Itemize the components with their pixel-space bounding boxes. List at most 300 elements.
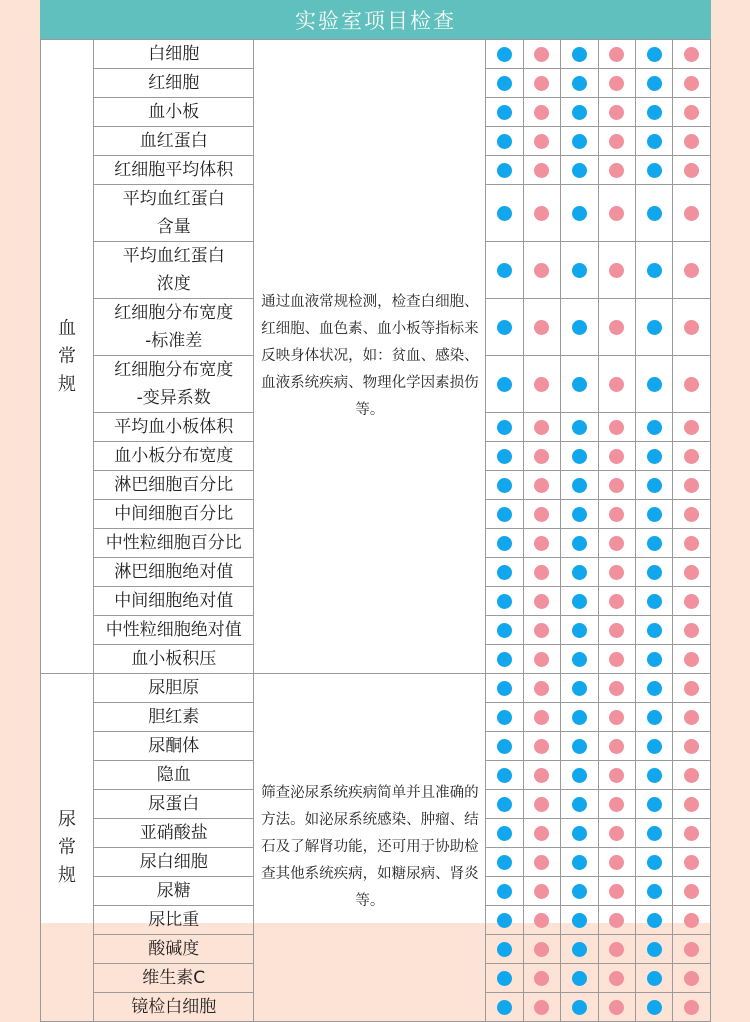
- item-name-cell: [94, 703, 254, 732]
- indicator-cell: [523, 645, 560, 674]
- indicator-cell: [673, 127, 711, 156]
- pink-dot-icon: [609, 507, 624, 522]
- indicator-cell: [598, 906, 635, 935]
- indicator-cell: [486, 848, 523, 877]
- indicator-cell: [673, 877, 711, 906]
- blue-dot-icon: [647, 478, 662, 493]
- indicator-cell: [561, 185, 598, 242]
- indicator-cell: [673, 587, 711, 616]
- blue-dot-icon: [647, 263, 662, 278]
- indicator-cell: [523, 185, 560, 242]
- pink-dot-icon: [684, 420, 699, 435]
- pink-dot-icon: [684, 449, 699, 464]
- indicator-cell: [636, 964, 673, 993]
- item-name: 平均血红蛋白: [122, 246, 225, 266]
- pink-dot-icon: [534, 507, 549, 522]
- pink-dot-icon: [684, 768, 699, 783]
- indicator-cell: [636, 819, 673, 848]
- blue-dot-icon: [572, 377, 587, 392]
- item-name: 血小板分布宽度: [114, 446, 234, 466]
- indicator-cell: [598, 156, 635, 185]
- item-name: 血小板积压: [131, 649, 217, 669]
- blue-dot-icon: [572, 739, 587, 754]
- pink-dot-icon: [534, 47, 549, 62]
- item-name-cell: [94, 732, 254, 761]
- pink-dot-icon: [534, 594, 549, 609]
- indicator-cell: [486, 703, 523, 732]
- pink-dot-icon: [684, 681, 699, 696]
- pink-dot-icon: [609, 536, 624, 551]
- indicator-cell: [561, 500, 598, 529]
- item-name-cell: [94, 877, 254, 906]
- item-name: 胆红素: [148, 707, 200, 727]
- item-name-cell: [94, 442, 254, 471]
- item-name: -变异系数: [136, 388, 211, 408]
- blue-dot-icon: [572, 1000, 587, 1015]
- pink-dot-icon: [609, 971, 624, 986]
- indicator-cell: [598, 848, 635, 877]
- blue-dot-icon: [647, 884, 662, 899]
- blue-dot-icon: [572, 768, 587, 783]
- item-name-cell: [94, 645, 254, 674]
- blue-dot-icon: [572, 681, 587, 696]
- blue-dot-icon: [647, 942, 662, 957]
- indicator-cell: [673, 616, 711, 645]
- pink-dot-icon: [684, 105, 699, 120]
- blue-dot-icon: [497, 971, 512, 986]
- indicator-cell: [598, 877, 635, 906]
- blue-dot-icon: [647, 681, 662, 696]
- indicator-cell: [523, 299, 560, 356]
- blue-dot-icon: [647, 913, 662, 928]
- blue-dot-icon: [647, 163, 662, 178]
- blue-dot-icon: [497, 913, 512, 928]
- indicator-cell: [561, 156, 598, 185]
- indicator-cell: [598, 185, 635, 242]
- blue-dot-icon: [647, 105, 662, 120]
- blue-dot-icon: [572, 105, 587, 120]
- indicator-cell: [598, 558, 635, 587]
- indicator-cell: [636, 848, 673, 877]
- pink-dot-icon: [609, 134, 624, 149]
- section-description: 通过血液常规检测，检查白细胞、红细胞、血色素、血小板等指标来反映身体状况，如：贫血、感染、血液系统疾病、物理化学因素损伤等。: [261, 294, 479, 418]
- blue-dot-icon: [647, 768, 662, 783]
- item-name: 红细胞分布宽度: [114, 360, 234, 380]
- indicator-cell: [598, 674, 635, 703]
- pink-dot-icon: [609, 478, 624, 493]
- blue-dot-icon: [647, 652, 662, 667]
- indicator-cell: [673, 242, 711, 299]
- pink-dot-icon: [684, 942, 699, 957]
- category-label: 常: [58, 836, 77, 858]
- indicator-cell: [523, 471, 560, 500]
- pink-dot-icon: [534, 420, 549, 435]
- pink-dot-icon: [684, 536, 699, 551]
- indicator-cell: [523, 877, 560, 906]
- item-name: 血红蛋白: [139, 131, 208, 151]
- blue-dot-icon: [647, 565, 662, 580]
- pink-dot-icon: [609, 449, 624, 464]
- indicator-cell: [523, 964, 560, 993]
- indicator-cell: [561, 935, 598, 964]
- item-name-cell: [94, 819, 254, 848]
- item-name: 酸碱度: [148, 939, 200, 959]
- blue-dot-icon: [572, 76, 587, 91]
- indicator-cell: [486, 98, 523, 127]
- indicator-cell: [673, 299, 711, 356]
- indicator-cell: [523, 732, 560, 761]
- pink-dot-icon: [684, 76, 699, 91]
- category-label: 常: [58, 345, 77, 367]
- indicator-cell: [598, 645, 635, 674]
- indicator-cell: [523, 906, 560, 935]
- indicator-cell: [523, 819, 560, 848]
- indicator-cell: [673, 442, 711, 471]
- indicator-cell: [561, 442, 598, 471]
- pink-dot-icon: [534, 913, 549, 928]
- blue-dot-icon: [497, 47, 512, 62]
- indicator-cell: [598, 471, 635, 500]
- blue-dot-icon: [497, 623, 512, 638]
- pink-dot-icon: [609, 163, 624, 178]
- indicator-cell: [636, 790, 673, 819]
- indicator-cell: [598, 40, 635, 69]
- indicator-cell: [673, 185, 711, 242]
- table-row: [41, 674, 711, 703]
- blue-dot-icon: [647, 536, 662, 551]
- blue-dot-icon: [647, 739, 662, 754]
- indicator-cell: [636, 761, 673, 790]
- indicator-cell: [486, 935, 523, 964]
- indicator-cell: [673, 356, 711, 413]
- indicator-cell: [636, 127, 673, 156]
- item-name: 浓度: [156, 274, 191, 294]
- indicator-cell: [523, 98, 560, 127]
- pink-dot-icon: [534, 105, 549, 120]
- blue-dot-icon: [497, 768, 512, 783]
- item-name: 红细胞分布宽度: [114, 303, 234, 323]
- indicator-cell: [523, 703, 560, 732]
- pink-dot-icon: [609, 320, 624, 335]
- pink-dot-icon: [534, 134, 549, 149]
- category-cell: [41, 40, 94, 674]
- indicator-cell: [673, 848, 711, 877]
- indicator-cell: [486, 674, 523, 703]
- indicator-cell: [486, 69, 523, 98]
- item-name: 尿白细胞: [139, 852, 208, 872]
- indicator-cell: [673, 761, 711, 790]
- blue-dot-icon: [572, 971, 587, 986]
- item-name: -标准差: [145, 331, 203, 351]
- indicator-cell: [561, 819, 598, 848]
- page-title: 实验室项目检查: [40, 0, 711, 39]
- indicator-cell: [636, 906, 673, 935]
- pink-dot-icon: [534, 681, 549, 696]
- indicator-cell: [673, 40, 711, 69]
- blue-dot-icon: [647, 855, 662, 870]
- indicator-cell: [561, 703, 598, 732]
- pink-dot-icon: [609, 913, 624, 928]
- description-cell: [254, 40, 486, 674]
- item-name-cell: [94, 761, 254, 790]
- item-name-cell: [94, 156, 254, 185]
- indicator-cell: [673, 156, 711, 185]
- pink-dot-icon: [609, 768, 624, 783]
- indicator-cell: [561, 98, 598, 127]
- indicator-cell: [636, 587, 673, 616]
- blue-dot-icon: [647, 449, 662, 464]
- pink-dot-icon: [534, 971, 549, 986]
- indicator-cell: [523, 587, 560, 616]
- indicator-cell: [636, 442, 673, 471]
- item-name: 淋巴细胞百分比: [114, 475, 234, 495]
- blue-dot-icon: [497, 797, 512, 812]
- pink-dot-icon: [684, 507, 699, 522]
- indicator-cell: [486, 761, 523, 790]
- item-name: 中间细胞百分比: [114, 504, 234, 524]
- item-name: 尿蛋白: [148, 794, 200, 814]
- pink-dot-icon: [534, 623, 549, 638]
- indicator-cell: [561, 761, 598, 790]
- item-name-cell: [94, 848, 254, 877]
- blue-dot-icon: [497, 826, 512, 841]
- indicator-cell: [486, 587, 523, 616]
- pink-dot-icon: [684, 855, 699, 870]
- pink-dot-icon: [684, 913, 699, 928]
- indicator-cell: [673, 500, 711, 529]
- indicator-cell: [523, 935, 560, 964]
- pink-dot-icon: [534, 320, 549, 335]
- item-name: 维生素C: [142, 968, 206, 988]
- indicator-cell: [673, 703, 711, 732]
- item-name: 镜检白细胞: [131, 997, 217, 1017]
- indicator-cell: [561, 848, 598, 877]
- indicator-cell: [486, 645, 523, 674]
- blue-dot-icon: [572, 884, 587, 899]
- blue-dot-icon: [572, 478, 587, 493]
- blue-dot-icon: [497, 105, 512, 120]
- indicator-cell: [673, 471, 711, 500]
- indicator-cell: [523, 127, 560, 156]
- indicator-cell: [636, 529, 673, 558]
- pink-dot-icon: [684, 134, 699, 149]
- indicator-cell: [523, 558, 560, 587]
- pink-dot-icon: [684, 206, 699, 221]
- item-name: 淋巴细胞绝对值: [114, 562, 234, 582]
- item-name: 隐血: [156, 765, 191, 785]
- blue-dot-icon: [647, 1000, 662, 1015]
- pink-dot-icon: [684, 623, 699, 638]
- indicator-cell: [523, 616, 560, 645]
- indicator-cell: [598, 413, 635, 442]
- indicator-cell: [486, 877, 523, 906]
- indicator-cell: [673, 558, 711, 587]
- pink-dot-icon: [609, 652, 624, 667]
- item-name: 红细胞: [148, 73, 200, 93]
- blue-dot-icon: [497, 710, 512, 725]
- blue-dot-icon: [497, 478, 512, 493]
- pink-dot-icon: [534, 710, 549, 725]
- indicator-cell: [598, 993, 635, 1022]
- blue-dot-icon: [647, 507, 662, 522]
- item-name-cell: [94, 906, 254, 935]
- item-name-cell: [94, 587, 254, 616]
- indicator-cell: [673, 819, 711, 848]
- blue-dot-icon: [497, 163, 512, 178]
- indicator-cell: [636, 356, 673, 413]
- pink-dot-icon: [609, 739, 624, 754]
- item-name: 红细胞平均体积: [114, 160, 234, 180]
- indicator-cell: [561, 790, 598, 819]
- item-name-cell: [94, 299, 254, 356]
- indicator-cell: [636, 242, 673, 299]
- indicator-cell: [486, 906, 523, 935]
- indicator-cell: [561, 558, 598, 587]
- item-name-cell: [94, 558, 254, 587]
- blue-dot-icon: [572, 565, 587, 580]
- pink-dot-icon: [609, 377, 624, 392]
- blue-dot-icon: [497, 681, 512, 696]
- blue-dot-icon: [572, 206, 587, 221]
- indicator-cell: [523, 993, 560, 1022]
- indicator-cell: [486, 616, 523, 645]
- indicator-cell: [673, 98, 711, 127]
- indicator-cell: [561, 413, 598, 442]
- indicator-cell: [486, 185, 523, 242]
- pink-dot-icon: [609, 623, 624, 638]
- indicator-cell: [523, 442, 560, 471]
- indicator-cell: [598, 761, 635, 790]
- blue-dot-icon: [647, 420, 662, 435]
- item-name-cell: [94, 69, 254, 98]
- blue-dot-icon: [647, 971, 662, 986]
- indicator-cell: [673, 529, 711, 558]
- table-row: [41, 40, 711, 69]
- indicator-cell: [486, 964, 523, 993]
- blue-dot-icon: [572, 536, 587, 551]
- indicator-cell: [636, 156, 673, 185]
- indicator-cell: [486, 242, 523, 299]
- blue-dot-icon: [572, 652, 587, 667]
- pink-dot-icon: [684, 652, 699, 667]
- item-name-cell: [94, 500, 254, 529]
- indicator-cell: [486, 127, 523, 156]
- pink-dot-icon: [609, 105, 624, 120]
- indicator-cell: [636, 703, 673, 732]
- blue-dot-icon: [497, 420, 512, 435]
- indicator-cell: [523, 790, 560, 819]
- pink-dot-icon: [609, 826, 624, 841]
- indicator-cell: [523, 500, 560, 529]
- blue-dot-icon: [497, 942, 512, 957]
- indicator-cell: [486, 356, 523, 413]
- blue-dot-icon: [572, 163, 587, 178]
- blue-dot-icon: [572, 797, 587, 812]
- indicator-cell: [598, 587, 635, 616]
- item-name: 尿酮体: [148, 736, 200, 756]
- blue-dot-icon: [647, 826, 662, 841]
- indicator-cell: [636, 993, 673, 1022]
- indicator-cell: [486, 732, 523, 761]
- item-name-cell: [94, 964, 254, 993]
- item-name: 平均血小板体积: [114, 417, 234, 437]
- item-name: 中性粒细胞百分比: [105, 533, 242, 553]
- indicator-cell: [523, 848, 560, 877]
- blue-dot-icon: [497, 536, 512, 551]
- indicator-cell: [561, 69, 598, 98]
- indicator-cell: [523, 40, 560, 69]
- pink-dot-icon: [534, 797, 549, 812]
- blue-dot-icon: [647, 76, 662, 91]
- pink-dot-icon: [534, 536, 549, 551]
- indicator-cell: [486, 790, 523, 819]
- pink-dot-icon: [684, 478, 699, 493]
- indicator-cell: [673, 674, 711, 703]
- pink-dot-icon: [534, 1000, 549, 1015]
- blue-dot-icon: [572, 47, 587, 62]
- blue-dot-icon: [572, 320, 587, 335]
- pink-dot-icon: [534, 76, 549, 91]
- indicator-cell: [561, 587, 598, 616]
- pink-dot-icon: [609, 1000, 624, 1015]
- indicator-cell: [561, 993, 598, 1022]
- indicator-cell: [486, 558, 523, 587]
- indicator-cell: [598, 935, 635, 964]
- pink-dot-icon: [684, 320, 699, 335]
- indicator-cell: [486, 529, 523, 558]
- indicator-cell: [561, 242, 598, 299]
- indicator-cell: [636, 500, 673, 529]
- indicator-cell: [561, 529, 598, 558]
- pink-dot-icon: [609, 855, 624, 870]
- pink-dot-icon: [534, 739, 549, 754]
- item-name-cell: [94, 413, 254, 442]
- blue-dot-icon: [572, 623, 587, 638]
- item-name-cell: [94, 935, 254, 964]
- pink-dot-icon: [684, 710, 699, 725]
- blue-dot-icon: [647, 623, 662, 638]
- blue-dot-icon: [572, 855, 587, 870]
- indicator-cell: [636, 413, 673, 442]
- indicator-cell: [523, 761, 560, 790]
- indicator-cell: [523, 674, 560, 703]
- indicator-cell: [561, 299, 598, 356]
- pink-dot-icon: [684, 826, 699, 841]
- blue-dot-icon: [497, 134, 512, 149]
- indicator-cell: [598, 790, 635, 819]
- indicator-cell: [598, 703, 635, 732]
- indicator-cell: [636, 98, 673, 127]
- item-name: 亚硝酸盐: [139, 823, 208, 843]
- indicator-cell: [598, 356, 635, 413]
- indicator-cell: [523, 529, 560, 558]
- indicator-cell: [598, 69, 635, 98]
- indicator-cell: [636, 732, 673, 761]
- indicator-cell: [598, 732, 635, 761]
- lab-check-sheet: [40, 0, 711, 1017]
- pink-dot-icon: [534, 163, 549, 178]
- blue-dot-icon: [497, 76, 512, 91]
- blue-dot-icon: [572, 507, 587, 522]
- pink-dot-icon: [684, 163, 699, 178]
- indicator-cell: [598, 964, 635, 993]
- category-label: 血: [58, 317, 77, 339]
- pink-dot-icon: [684, 594, 699, 609]
- category-cell: [41, 674, 94, 1022]
- item-name: 尿比重: [148, 910, 200, 930]
- pink-dot-icon: [534, 652, 549, 667]
- blue-dot-icon: [572, 942, 587, 957]
